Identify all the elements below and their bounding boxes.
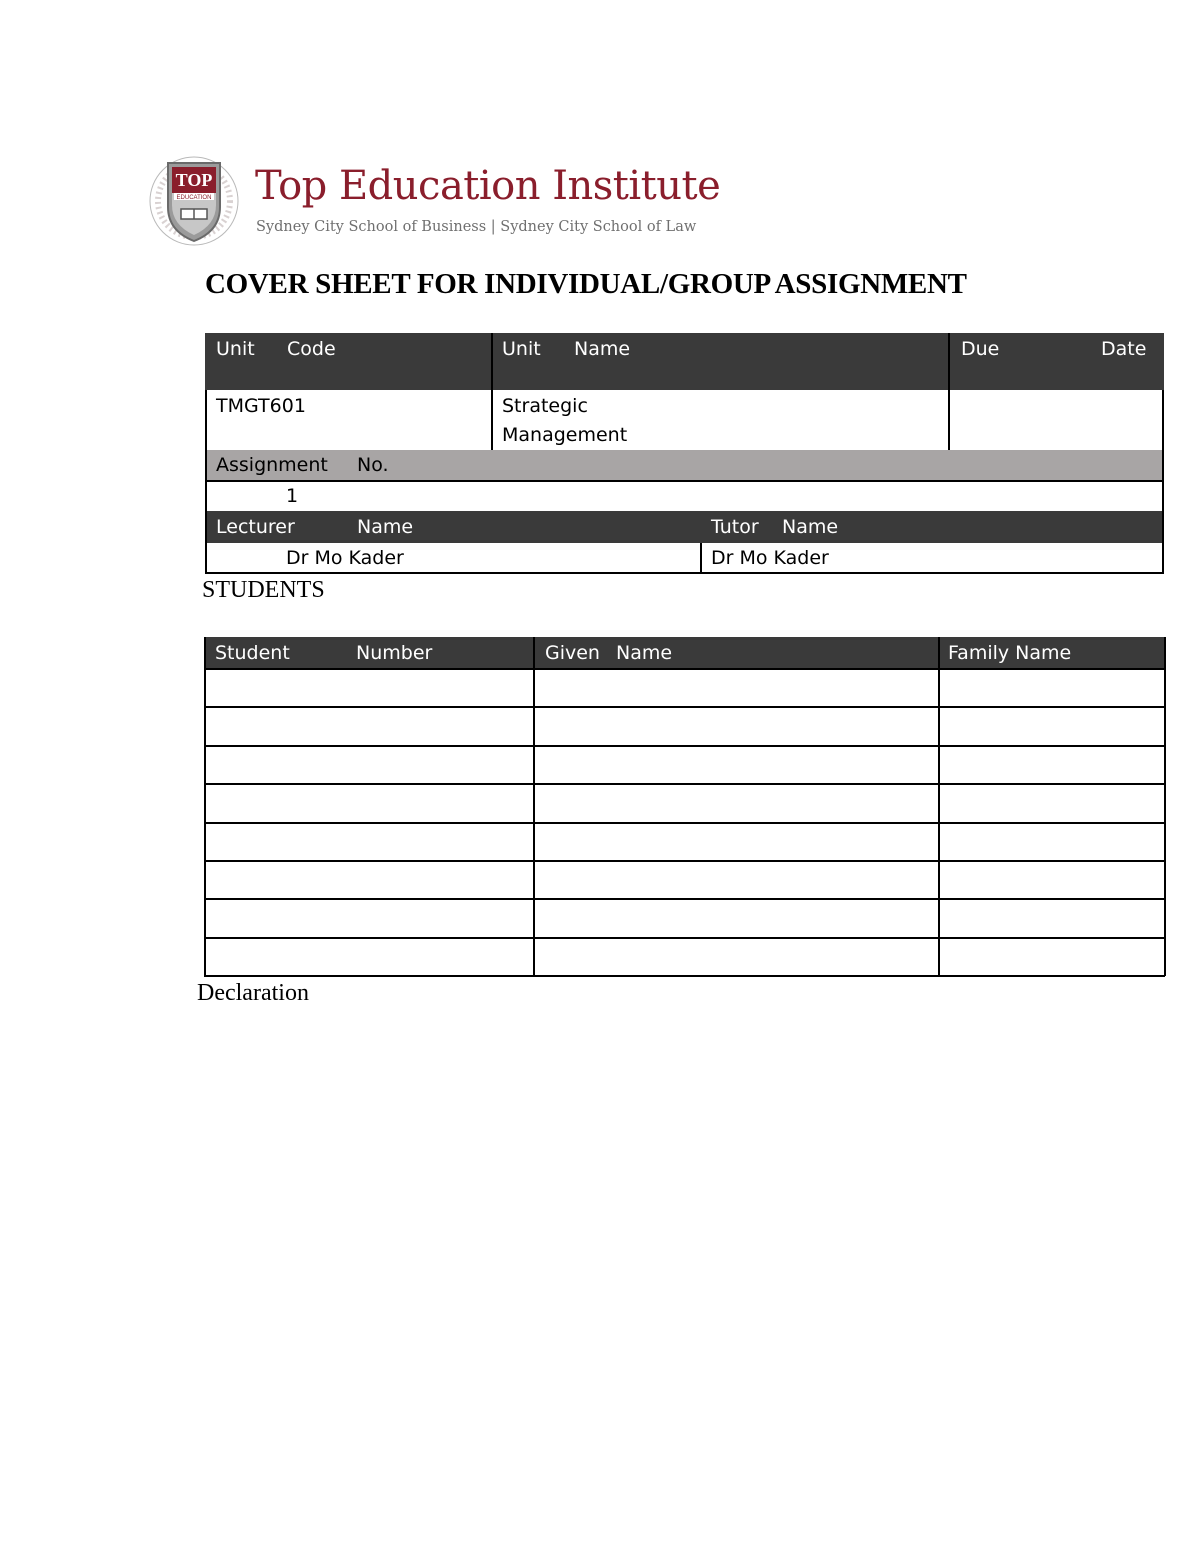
unit-header-row <box>205 333 1164 390</box>
students-section-label: STUDENTS <box>202 577 325 603</box>
unit-table-border <box>1162 390 1164 574</box>
table-row <box>204 783 1165 785</box>
unit-table-divider <box>491 333 493 450</box>
table-column-divider <box>204 637 206 976</box>
assignment-no-label: Assignment <box>216 454 328 476</box>
table-column-divider <box>938 637 940 976</box>
tutor-name-label: Tutor <box>711 516 759 538</box>
unit-code-value: TMGT601 <box>216 395 306 417</box>
unit-code-label: Unit <box>216 338 255 360</box>
student-number-header: Number <box>356 642 433 664</box>
table-row <box>204 822 1165 824</box>
declaration-label: Declaration <box>197 980 309 1006</box>
unit-table-border <box>205 480 1164 482</box>
lecturer-name-value: Dr Mo Kader <box>286 547 404 569</box>
svg-text:TOP: TOP <box>175 170 213 190</box>
unit-table-border <box>205 572 1164 574</box>
due-date-label: Due <box>961 338 1000 360</box>
institute-logo <box>148 155 240 247</box>
tutor-name-value: Dr Mo Kader <box>711 547 829 569</box>
assignment-header-row <box>205 450 1164 480</box>
unit-code-label: Code <box>287 338 336 360</box>
unit-table-border <box>205 390 207 574</box>
lecturer-name-label: Name <box>357 516 414 538</box>
table-row <box>204 898 1165 900</box>
unit-table-divider <box>700 543 702 574</box>
student-number-header: Student <box>215 642 290 664</box>
unit-name-value: Strategic <box>502 395 588 417</box>
table-row <box>204 668 1165 670</box>
lecturer-name-label: Lecturer <box>216 516 295 538</box>
unit-name-value: Management <box>502 424 628 446</box>
unit-name-label: Name <box>574 338 631 360</box>
table-row <box>204 706 1165 708</box>
family-name-header: Family Name <box>948 642 1072 664</box>
table-row <box>204 745 1165 747</box>
due-date-label: Date <box>1101 338 1147 360</box>
table-column-divider <box>533 637 535 976</box>
table-column-divider <box>1164 637 1166 976</box>
lecturer-tutor-header-row <box>205 511 1164 543</box>
assignment-no-value: 1 <box>286 485 299 507</box>
unit-table-divider <box>948 333 950 450</box>
table-row <box>204 937 1165 939</box>
given-name-header: Name <box>616 642 673 664</box>
tutor-name-label: Name <box>782 516 839 538</box>
table-row <box>204 975 1165 977</box>
page-title: COVER SHEET FOR INDIVIDUAL/GROUP ASSIGNMENT <box>205 268 967 300</box>
brand-subtitle: Sydney City School of Business | Sydney City School of Law <box>256 219 697 235</box>
brand-name: Top Education Institute <box>255 163 721 209</box>
unit-name-label: Unit <box>502 338 541 360</box>
table-row <box>204 860 1165 862</box>
given-name-header: Given <box>545 642 600 664</box>
svg-text:EDUCATION: EDUCATION <box>176 195 212 201</box>
assignment-no-label: No. <box>357 454 389 476</box>
